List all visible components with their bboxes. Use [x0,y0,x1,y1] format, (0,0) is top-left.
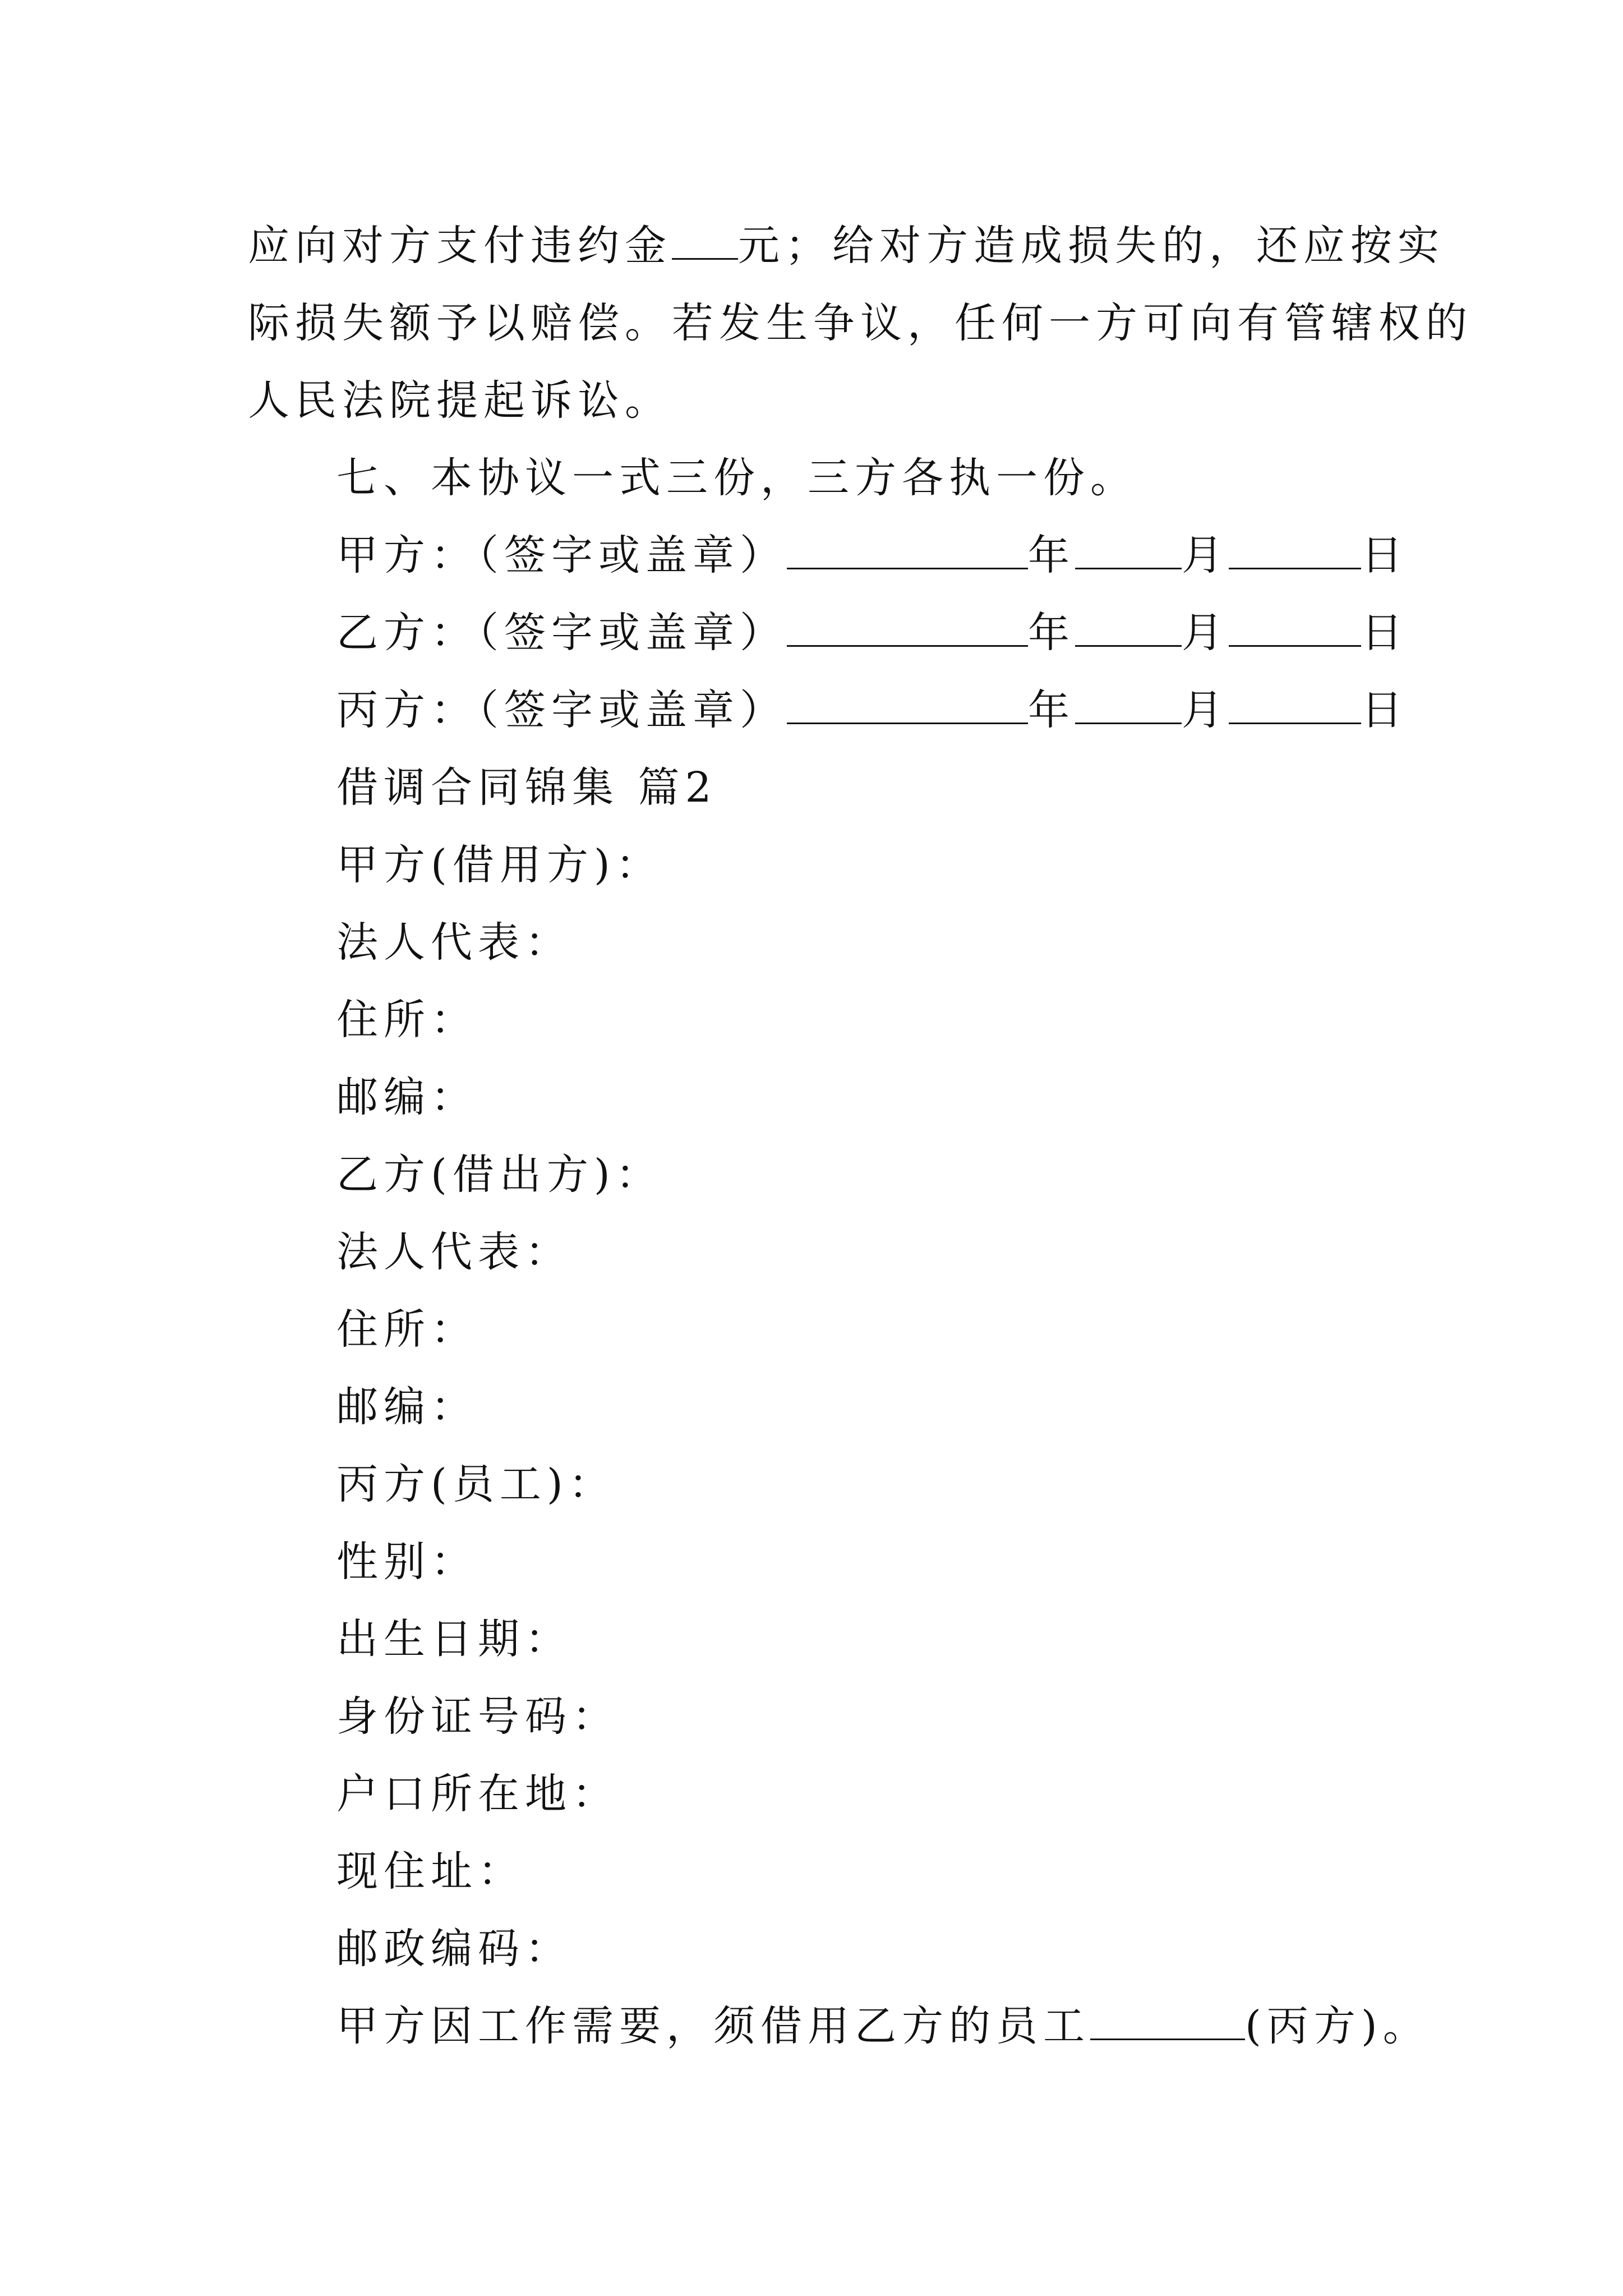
text-segment: 甲方因工作需要，须借用乙方的员工 [336,2002,1090,2050]
year-label: 年 [1028,531,1075,579]
field-b-representative: 法人代表： [336,1228,572,1276]
field-a-representative: 法人代表： [336,918,572,967]
day-blank [1229,683,1361,724]
month-label: 月 [1182,609,1229,657]
signature-row-b [336,605,1408,661]
field-party-a: 甲方(借用方)： [336,841,663,889]
field-b-address: 住所： [336,1305,478,1354]
text-segment: 应向对方支付违约金 [248,222,672,270]
month-label: 月 [1182,531,1229,579]
employee-name-blank [1090,1999,1245,2040]
field-birth-date: 出生日期： [336,1615,572,1663]
text-segment: (丙方)。 [1245,2002,1430,2050]
field-id-number: 身份证号码： [336,1692,619,1741]
signature-row-a [336,527,1408,583]
month-blank [1075,528,1182,569]
amount-blank [672,219,738,260]
clause-seven: 七、本协议一式三份，三方各执一份。 [336,454,1137,502]
day-blank [1229,606,1361,647]
section-title: 借调合同锦集 篇2 [336,763,717,812]
day-label: 日 [1361,531,1408,579]
field-party-b: 乙方(借出方)： [336,1151,663,1199]
field-gender: 性别： [336,1538,478,1586]
month-blank [1075,606,1182,647]
field-current-address: 现住址： [336,1847,525,1895]
month-blank [1075,683,1182,724]
field-postcode: 邮政编码： [336,1925,572,1973]
signature-row-c [336,682,1408,738]
field-hukou: 户口所在地： [336,1770,619,1818]
day-label: 日 [1361,686,1408,734]
day-label: 日 [1361,609,1408,657]
month-label: 月 [1182,686,1229,734]
signature-blank [787,528,1028,569]
year-label: 年 [1028,686,1075,734]
signature-party: 甲方：（签字或盖章） [336,531,787,579]
year-label: 年 [1028,609,1075,657]
day-blank [1229,528,1361,569]
paragraph-line-2: 际损失额予以赔偿。若发生争议，任何一方可向有管辖权的 [248,299,1473,347]
closing-line [336,1998,1430,2054]
text-segment: 元；给对方造成损失的，还应按实 [738,222,1445,270]
paragraph-line-1 [248,218,1445,274]
signature-party: 丙方：（签字或盖章） [336,686,787,734]
field-b-zip: 邮编： [336,1383,478,1431]
paragraph-line-3: 人民法院提起诉讼。 [248,376,672,425]
signature-blank [787,683,1028,724]
field-party-c: 丙方(员工)： [336,1460,616,1508]
field-a-address: 住所： [336,996,478,1044]
signature-party: 乙方：（签字或盖章） [336,609,787,657]
field-a-zip: 邮编： [336,1073,478,1121]
signature-blank [787,606,1028,647]
